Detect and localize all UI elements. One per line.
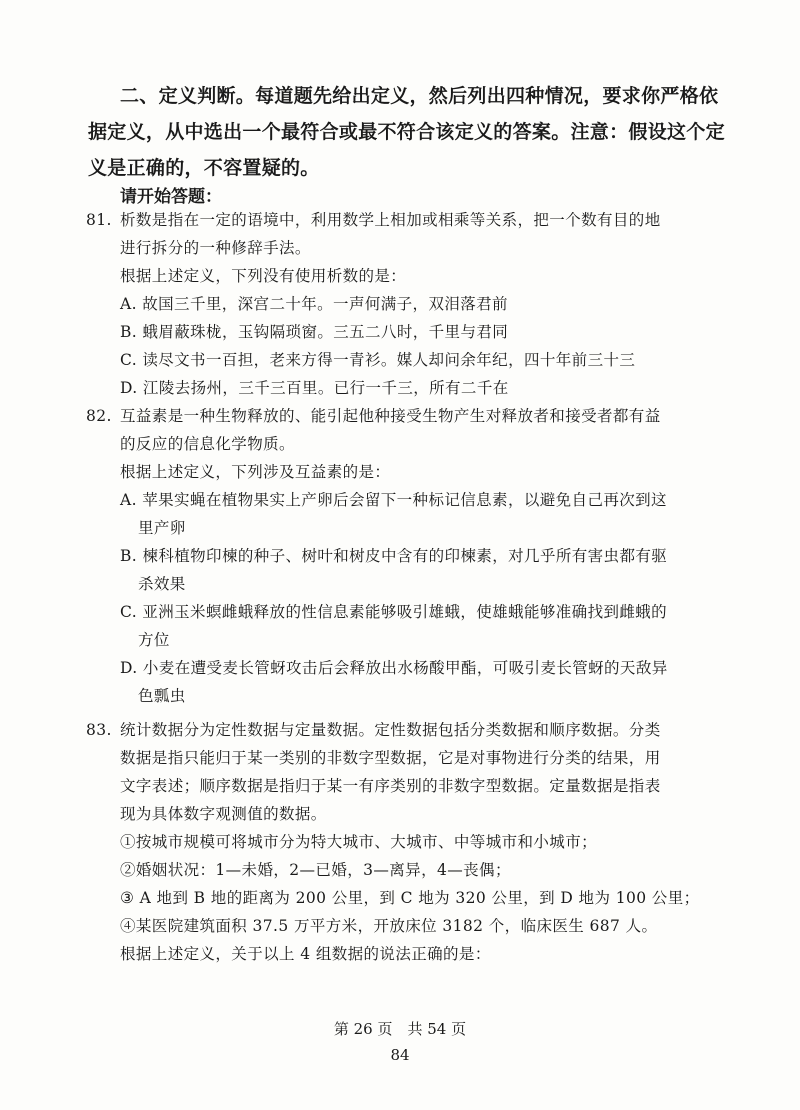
option-b: B. 蛾眉蔽珠栊，玉钩隔琐窗。三五二八时，千里与君同 [120, 323, 509, 341]
option-d-cont: 色瓢虫 [138, 687, 186, 705]
section-intro [88, 78, 728, 186]
section-intro-text: 二、定义判断。每道题先给出定义，然后列出四种情况，要求你严格依据定义，从中选出一个最符合或最不符合该定义的答案。注意：假设这个定义是正确的，不容置疑的。 [88, 85, 725, 179]
option-d: D. 小麦在遭受麦长管蚜攻击后会释放出水杨酸甲酯，可吸引麦长管蚜的天敌异 [120, 659, 668, 677]
data-item-3: ③ A 地到 B 地的距离为 200 公里，到 C 地为 320 公里，到 D 地为 100 公里； [120, 889, 700, 907]
question-82 [86, 402, 710, 710]
option-a: A. 故国三千里，深宫二十年。一声何满子，双泪落君前 [120, 295, 508, 313]
definition-line: 统计数据分为定性数据与定量数据。定性数据包括分类数据和顺序数据。分类 [120, 721, 661, 739]
option-c: C. 亚洲玉米螟雌蛾释放的性信息素能够吸引雄蛾，使雄蛾能够准确找到雌蛾的 [120, 603, 668, 621]
definition-line: 文字表述；顺序数据是指归于某一有序类别的非数字型数据。定量数据是指表 [120, 777, 661, 795]
definition-line: 的反应的信息化学物质。 [120, 435, 295, 453]
question-number: 82. [86, 407, 112, 425]
definition-line: 析数是指在一定的语境中，利用数学上相加或相乘等关系，把一个数有目的地 [120, 211, 661, 229]
option-c: C. 读尽文书一百担，老来方得一青衫。媒人却问余年纪，四十年前三十三 [120, 351, 636, 369]
question-prompt: 根据上述定义，关于以上 4 组数据的说法正确的是： [120, 945, 491, 963]
option-b: B. 楝科植物印楝的种子、树叶和树皮中含有的印楝素，对几乎所有害虫都有驱 [120, 547, 668, 565]
data-item-2: ②婚姻状况：1—未婚，2—已婚，3—离异，4—丧偶； [120, 861, 511, 879]
definition-line: 现为具体数字观测值的数据。 [120, 805, 327, 823]
option-d: D. 江陵去扬州，三千三百里。已行一千三，所有二千在 [120, 379, 509, 397]
definition-line: 数据是指只能归于某一类别的非数字型数据，它是对事物进行分类的结果，用 [120, 749, 661, 767]
question-number: 81. [86, 211, 112, 229]
option-a-cont: 里产卵 [138, 519, 186, 537]
option-c-cont: 方位 [138, 631, 170, 649]
data-item-1: ①按城市规模可将城市分为特大城市、大城市、中等城市和小城市； [120, 833, 598, 851]
start-prompt: 请开始答题： [120, 187, 222, 207]
question-81 [86, 206, 710, 402]
page-label: 第 26 页 共 54 页 [333, 1020, 467, 1038]
definition-line: 互益素是一种生物释放的、能引起他种接受生物产生对释放者和接受者都有益 [120, 407, 661, 425]
definition-line: 进行拆分的一种修辞手法。 [120, 239, 311, 257]
data-item-4: ④某医院建筑面积 37.5 万平方米，开放床位 3182 个，临床医生 687 人。 [120, 917, 658, 935]
question-83 [86, 716, 710, 968]
option-a: A. 苹果实蝇在植物果实上产卵后会留下一种标记信息素，以避免自己再次到这 [120, 491, 667, 509]
question-number: 83. [86, 721, 112, 739]
question-prompt: 根据上述定义，下列涉及互益素的是： [120, 463, 391, 481]
page-number: 84 [390, 1046, 410, 1064]
option-b-cont: 杀效果 [138, 575, 186, 593]
question-prompt: 根据上述定义，下列没有使用析数的是： [120, 267, 407, 285]
